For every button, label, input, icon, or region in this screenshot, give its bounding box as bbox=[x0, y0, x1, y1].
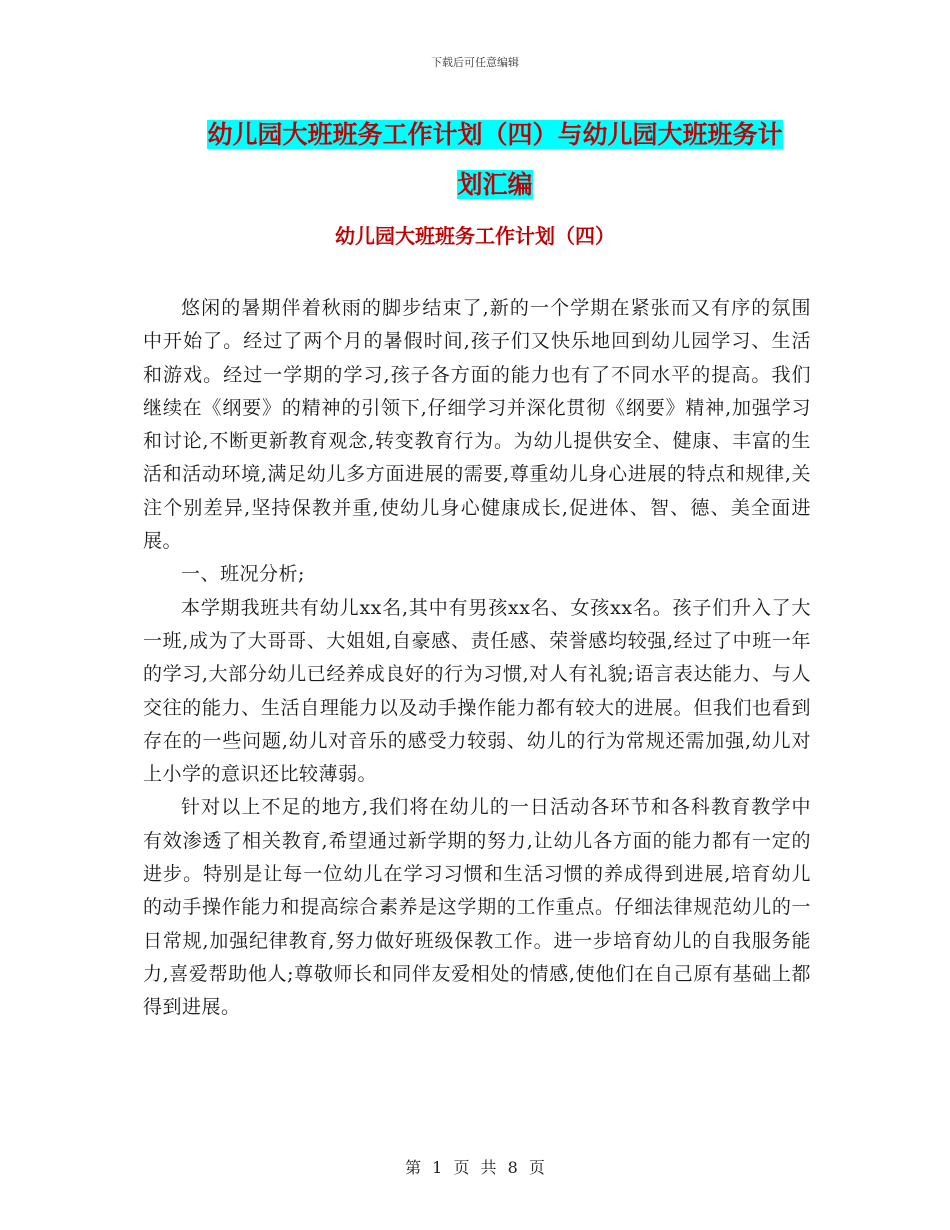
paragraph-intro: 悠闲的暑期伴着秋雨的脚步结束了,新的一个学期在紧张而又有序的氛围中开始了。经过了两个月的暑假时间,孩子们又快乐地回到幼儿园学习、生活和游戏。经过一学期的学习,孩子各方面的能力也有了不同水平的提高。我们继续在《纲要》的精神的引领下,仔细学习并深化贯彻《纲要》精神,加强学习和讨论,不断更新教育观念,转变教育行为。为幼儿提供安全、健康、丰富的生活和活动环境,满足幼儿多方面进展的需要,尊重幼儿身心进展的特点和规律,关注个别差异,坚持保教并重,使幼儿身心健康成长,促进体、智、德、美全面进展。 bbox=[143, 297, 811, 553]
paragraph-improvement-plan: 针对以上不足的地方,我们将在幼儿的一日活动各环节和各科教育教学中有效渗透了相关教育,希望通过新学期的努力,让幼儿各方面的能力都有一定的进步。特别是让每一位幼儿在学习习惯和生活习惯的养成得到进展,培育幼儿的动手操作能力和提高综合素养是这学期的工作重点。仔细法律规范幼儿的一日常规,加强纪律教育,努力做好班级保教工作。进一步培育幼儿的自我服务能力,喜爱帮助他人;尊敬师长和同伴友爱相处的情感,使他们在自己原有基础上都得到进展。 bbox=[143, 796, 811, 1019]
document-body bbox=[143, 292, 811, 1025]
section-title: 幼儿园大班班务工作计划（四） bbox=[335, 224, 615, 248]
paragraph-heading-class-analysis: 一、班况分析; bbox=[181, 563, 305, 586]
page-footer: 第 1 页 共 8 页 bbox=[405, 1158, 545, 1177]
header-note: 下载后可任意编辑 bbox=[431, 56, 519, 69]
document-title bbox=[175, 110, 815, 210]
paragraph-class-situation: 本学期我班共有幼儿xx名,其中有男孩xx名、女孩xx名。孩子们升入了大一班,成为了大哥哥、大姐姐,自豪感、责任感、荣誉感均较强,经过了中班一年的学习,大部分幼儿已经养成良好的行为习惯,对人有礼貌;语言表达能力、与人交往的能力、生活自理能力以及动手操作能力都有较大的进展。但我们也看到存在的一些问题,幼儿对音乐的感受力较弱、幼儿的行为常规还需加强,幼儿对上小学的意识还比较薄弱。 bbox=[143, 596, 811, 786]
title-line-1: 幼儿园大班班务工作计划（四）与幼儿园大班班务计 bbox=[207, 120, 783, 149]
title-line-2: 划汇编 bbox=[457, 170, 533, 199]
